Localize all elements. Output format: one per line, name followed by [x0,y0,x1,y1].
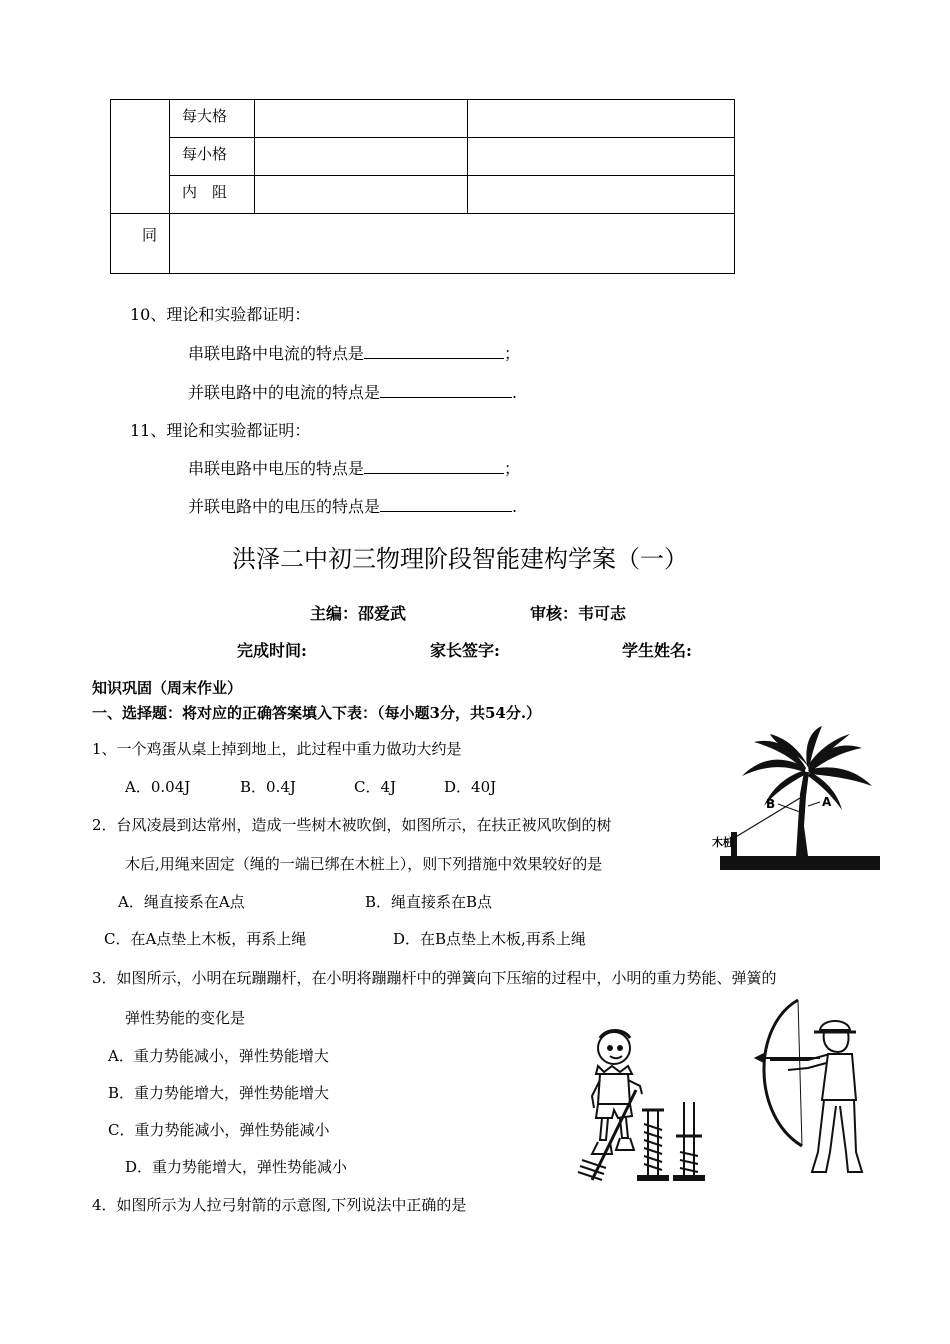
q10-line1: 串联电路中电流的特点是 ； [188,344,521,363]
editor-label: 主编：邵爱武 [310,604,407,623]
q1-stem: 1、一个鸡蛋从桌上掉到地上，此过程中重力做功大约是 [92,740,462,758]
q3-option-d[interactable]: D．重力势能增大，弹性势能减小 [125,1158,348,1176]
q1-option-d[interactable]: D．40J [444,778,497,796]
q2-stem-line2: 木后,用绳来固定（绳的一端已绑在木桩上），则下列措施中效果较好的是 [125,855,603,873]
q2-option-d[interactable]: D．在B点垫上木板,再系上绳 [393,930,586,948]
q3-stem-line2: 弹性势能的变化是 [125,1009,246,1027]
table-cell[interactable] [468,138,735,176]
answer-blank[interactable] [380,381,512,398]
q1-option-c[interactable]: C．4J [354,778,397,796]
section-instructions: 一、选择题：将对应的正确答案填入下表：（每小题3分，共54分.） [92,704,542,722]
q3-stem-line1: 3．如图所示，小明在玩蹦蹦杆，在小明将蹦蹦杆中的弹簧向下压缩的过程中，小明的重力势能、弹簧的 [92,969,777,987]
table-row-label: 每大格 [170,100,255,138]
archer-figure [748,996,868,1182]
figure-label-b: B [766,797,776,811]
q2-option-a[interactable]: A．绳直接系在A点 [118,893,245,911]
student-name-label: 学生姓名: [622,641,692,660]
meter-comparison-table [110,99,735,274]
q2-option-c[interactable]: C．在A点垫上木板，再系上绳 [104,930,307,948]
reviewer-label: 审核：韦可志 [530,604,627,623]
table-row-label: 内 阻 [170,176,255,214]
answer-blank[interactable] [380,495,512,512]
figure-label-stake: 木桩 [712,836,734,849]
completion-time-label: 完成时间: [237,641,307,660]
q11-title: 11、理论和实验都证明： [130,421,311,440]
q10-line2: 并联电路中的电流的特点是 . [188,383,518,402]
table-cell[interactable] [255,100,468,138]
q11-line1: 串联电路中电压的特点是 ； [188,459,521,478]
table-footer-label: 同 [111,214,170,274]
q11-line2: 并联电路中的电压的特点是 . [188,497,518,516]
tree-figure [712,724,882,876]
q1-option-a[interactable]: A．0.04J [125,778,191,796]
answer-blank[interactable] [364,342,504,359]
q10-title: 10、理论和实验都证明： [130,305,311,324]
q3-option-b[interactable]: B．重力势能增大，弹性势能增大 [108,1084,330,1102]
q1-option-b[interactable]: B．0.4J [240,778,296,796]
q3-option-a[interactable]: A．重力势能减小，弹性势能增大 [108,1047,329,1065]
answer-blank[interactable] [364,457,504,474]
table-cell[interactable] [468,100,735,138]
figure-label-a: A [822,795,832,809]
table-cell[interactable] [255,138,468,176]
parent-signature-label: 家长签字: [430,641,500,660]
q2-stem-line1: 2．台风凌晨到达常州，造成一些树木被吹倒，如图所示，在扶正被风吹倒的树 [92,816,612,834]
pogo-stick-figure [572,1026,722,1186]
q2-option-b[interactable]: B．绳直接系在B点 [365,893,493,911]
table-cell[interactable] [255,176,468,214]
table-cell[interactable] [468,176,735,214]
q3-option-c[interactable]: C．重力势能减小，弹性势能减小 [108,1121,330,1139]
table-footer-cell[interactable] [170,214,735,274]
table-left-cell [111,100,170,214]
section-heading: 知识巩固（周末作业） [92,679,243,697]
page-title: 洪泽二中初三物理阶段智能建构学案（一） [232,545,688,573]
table-row-label: 每小格 [170,138,255,176]
q4-stem: 4．如图所示为人拉弓射箭的示意图,下列说法中正确的是 [92,1196,467,1214]
